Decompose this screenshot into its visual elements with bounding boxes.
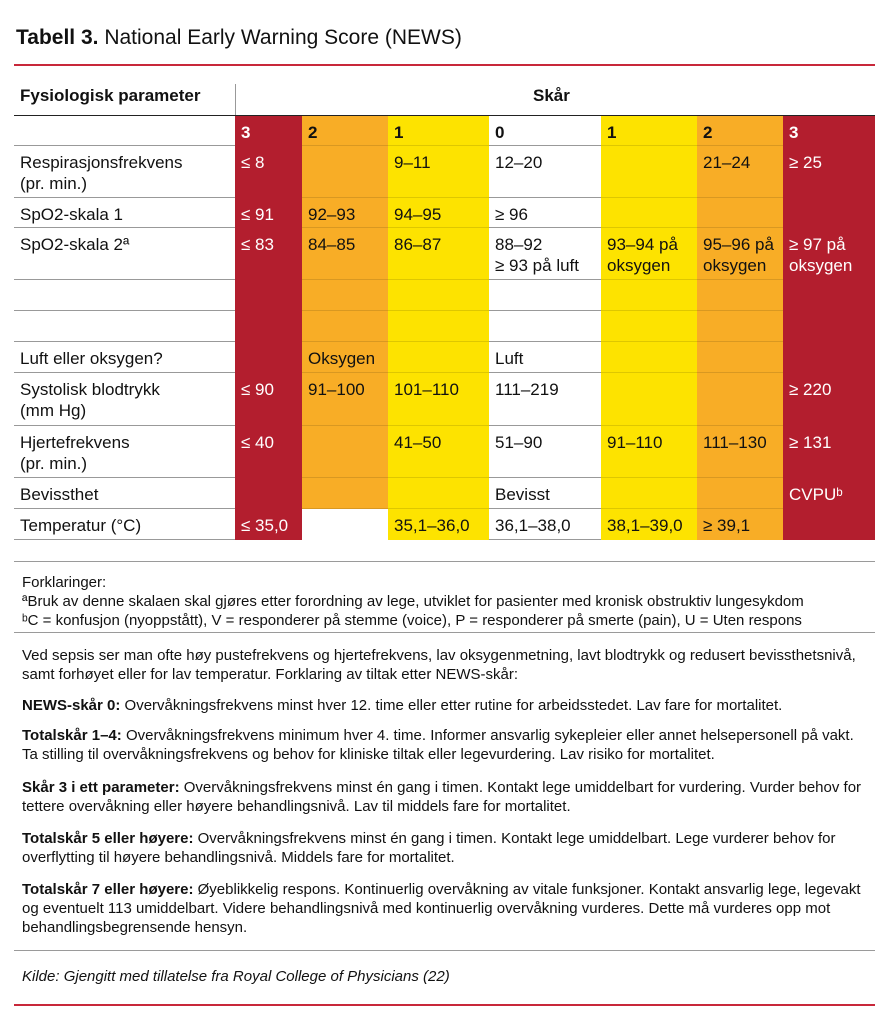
cell-separator xyxy=(302,145,388,146)
score-cell: ≤ 90 xyxy=(241,380,274,399)
score-cell: 95–96 på oksygen xyxy=(703,235,774,275)
row-separator xyxy=(14,372,235,373)
cell-separator xyxy=(388,197,489,198)
cell-separator xyxy=(601,508,697,509)
action-text: Overvåkningsfrekvens minst én gang i timen. Kontakt lege umiddelbart for vurdering. Vurder behov for tettere overvåkning eller høyere behandlingsnivå. Lav til middels fare for mortalitet. xyxy=(22,779,862,815)
table-bottom-rule xyxy=(14,561,875,562)
cell-separator xyxy=(302,341,388,342)
score-cell: 51–90 xyxy=(495,433,543,452)
cell-separator xyxy=(388,145,489,146)
score-cell: 41–50 xyxy=(394,433,442,452)
legend-heading: Forklaringer: xyxy=(22,574,107,591)
score-cell: 88–92 ≥ 93 på luft xyxy=(495,235,579,275)
score-cell: 12–20 xyxy=(495,153,543,172)
cell-separator xyxy=(697,197,783,198)
cell-separator xyxy=(388,279,489,280)
cell-separator xyxy=(302,310,388,311)
row-separator xyxy=(489,145,601,146)
score-cell: 9–11 xyxy=(394,153,431,172)
cell-separator xyxy=(388,477,489,478)
cell-separator xyxy=(388,425,489,426)
score-cell: ≥ 39,1 xyxy=(703,516,751,535)
parameter-label: Respirasjonsfrekvens (pr. min.) xyxy=(20,153,183,193)
score-cell: Luft xyxy=(495,349,524,368)
legend-rule xyxy=(14,632,875,633)
cell-separator xyxy=(388,508,489,509)
row-separator xyxy=(14,227,235,228)
row-separator xyxy=(14,341,235,342)
cell-separator xyxy=(697,310,783,311)
score-cell: 92–93 xyxy=(308,205,356,224)
row-separator xyxy=(489,310,601,311)
parameter-label: Temperatur (°C) xyxy=(20,516,142,535)
score-header-3: 0 xyxy=(495,123,505,142)
intro-paragraph: Ved sepsis ser man ofte høy pustefrekvens og hjertefrekvens, lav oksygenmetning, lavt blodtrykk og redusert bevissthetsnivå, samt forhøyet eller for lav temperatur. Forklaring av tiltak etter NEWS-skår: xyxy=(22,647,856,683)
score-cell: Bevisst xyxy=(495,485,550,504)
cell-separator xyxy=(302,197,388,198)
parameter-label: Systolisk blodtrykk (mm Hg) xyxy=(20,380,160,420)
header-parameter: Fysiologisk parameter xyxy=(20,86,201,105)
action-label: Totalskår 5 eller høyere: xyxy=(22,830,194,847)
score-cell: Oksygen xyxy=(308,349,376,368)
cell-separator xyxy=(388,341,489,342)
score-header-5: 2 xyxy=(703,123,713,142)
row-separator xyxy=(489,279,601,280)
parameter-label: SpO2-skala 1 xyxy=(20,205,123,224)
cell-separator xyxy=(601,227,697,228)
score-cell: 93–94 på oksygen xyxy=(607,235,678,275)
action-text: Overvåkningsfrekvens minimum hver 4. time. Informer ansvarlig sykepleier eller annet helsepersonell på vakt. Ta stilling til overvåkningsfrekvens og behov for kliniske tiltak eller legevurdering. Lav risiko for mortalitet. xyxy=(22,727,854,763)
legend-note-a: ªBruk av denne skalaen skal gjøres etter forordning av lege, utviklet for pasienter med kronisk obstruktiv lungesykdom xyxy=(22,593,804,610)
cell-separator xyxy=(697,227,783,228)
row-separator xyxy=(14,145,235,146)
cell-separator xyxy=(388,372,489,373)
action-total-1-4 xyxy=(22,726,867,764)
score-header-2: 1 xyxy=(394,123,404,142)
cell-separator xyxy=(601,279,697,280)
table-caption: National Early Warning Score (NEWS) xyxy=(104,26,462,49)
score-cell: 86–87 xyxy=(394,235,442,254)
cell-separator xyxy=(601,425,697,426)
header-score: Skår xyxy=(533,86,570,105)
action-score-3 xyxy=(22,778,867,816)
cell-separator xyxy=(601,477,697,478)
row-separator xyxy=(14,197,235,198)
score-cell: ≤ 35,0 xyxy=(241,516,289,535)
score-column-0 xyxy=(235,116,302,540)
score-header-4: 1 xyxy=(607,123,617,142)
action-label: Totalskår 7 eller høyere: xyxy=(22,881,194,898)
score-cell: 94–95 xyxy=(394,205,442,224)
score-cell: ≥ 220 xyxy=(789,380,832,399)
row-separator xyxy=(14,310,235,311)
score-cell: 91–100 xyxy=(308,380,365,399)
news-table xyxy=(14,116,875,540)
table-number: Tabell 3. xyxy=(16,26,99,49)
cell-separator xyxy=(302,372,388,373)
row-separator xyxy=(489,372,601,373)
score-cell: 38,1–39,0 xyxy=(607,516,683,535)
score-cell: ≥ 96 xyxy=(495,205,528,224)
cell-separator xyxy=(302,279,388,280)
cell-separator xyxy=(388,227,489,228)
score-cell: 111–219 xyxy=(495,380,559,399)
score-cell: ≤ 83 xyxy=(241,235,274,254)
row-separator xyxy=(489,227,601,228)
row-separator xyxy=(14,477,235,478)
legend xyxy=(22,573,804,630)
score-cell: ≥ 25 xyxy=(789,153,822,172)
score-cell: 35,1–36,0 xyxy=(394,516,470,535)
action-label: NEWS-skår 0: xyxy=(22,697,121,714)
score-header-1: 2 xyxy=(308,123,318,142)
row-separator xyxy=(489,477,601,478)
cell-separator xyxy=(697,145,783,146)
action-total-5 xyxy=(22,829,867,867)
score-cell: 101–110 xyxy=(394,380,459,399)
bottom-rule xyxy=(14,1004,875,1006)
cell-separator xyxy=(601,372,697,373)
row-separator xyxy=(489,539,601,540)
cell-separator xyxy=(697,425,783,426)
row-separator xyxy=(14,279,235,280)
action-total-7 xyxy=(22,880,867,937)
cell-separator xyxy=(697,279,783,280)
score-header-0: 3 xyxy=(241,123,251,142)
parameter-label: Luft eller oksygen? xyxy=(20,349,163,368)
row-separator xyxy=(14,425,235,426)
cell-separator xyxy=(388,310,489,311)
row-separator xyxy=(489,197,601,198)
row-separator xyxy=(489,425,601,426)
header-divider xyxy=(235,84,236,116)
score-cell: 36,1–38,0 xyxy=(495,516,571,535)
row-separator xyxy=(14,539,235,540)
score-column-6 xyxy=(783,116,875,540)
score-cell: ≤ 8 xyxy=(241,153,265,172)
cell-separator xyxy=(697,341,783,342)
row-separator xyxy=(14,508,235,509)
cell-separator xyxy=(697,477,783,478)
legend-note-b: ᵇC = konfusjon (nyoppstått), V = responderer på stemme (voice), P = responderer på smerte (pain), U = Uten respons xyxy=(22,612,802,629)
score-cell: 84–85 xyxy=(308,235,356,254)
source-rule xyxy=(14,950,875,951)
cell-separator xyxy=(697,372,783,373)
score-cell: CVPUᵇ xyxy=(789,485,843,504)
row-separator xyxy=(489,341,601,342)
parameter-label: Hjertefrekvens (pr. min.) xyxy=(20,433,130,473)
cell-separator xyxy=(302,477,388,478)
score-cell: ≤ 40 xyxy=(241,433,274,452)
cell-separator xyxy=(601,145,697,146)
score-cell: ≥ 131 xyxy=(789,433,832,452)
action-label: Totalskår 1–4: xyxy=(22,727,122,744)
score-cell: ≥ 97 på oksygen xyxy=(789,235,853,275)
row-separator xyxy=(489,508,601,509)
score-cell: ≤ 91 xyxy=(241,205,274,224)
top-rule xyxy=(14,64,875,66)
cell-separator xyxy=(302,227,388,228)
cell-separator xyxy=(601,341,697,342)
cell-separator xyxy=(697,508,783,509)
cell-separator xyxy=(601,310,697,311)
action-text: Øyeblikkelig respons. Kontinuerlig overvåkning av vitale funksjoner. Kontakt ansvarlig lege, legevakt og eventuelt 113 umiddelbart. Videre behandlingsnivå med kontinuerlig overvåkning vurderes. Dette må vurderes opp mot behandlingsbegrensende hensyn. xyxy=(22,881,861,936)
action-label: Skår 3 i ett parameter: xyxy=(22,779,180,796)
parameter-label: Bevissthet xyxy=(20,485,99,504)
cell-separator xyxy=(601,197,697,198)
score-cell: 21–24 xyxy=(703,153,751,172)
score-column-1 xyxy=(302,116,388,509)
action-text: Overvåkningsfrekvens minst én gang i timen. Kontakt lege umiddelbart. Lege vurderer behov for overflytting til høyere behandlingsnivå. Middels fare for mortalitet. xyxy=(22,830,836,866)
score-cell: 111–130 xyxy=(703,433,767,452)
parameter-label: SpO2-skala 2ª xyxy=(20,235,130,254)
source-citation: Kilde: Gjengitt med tillatelse fra Royal College of Physicians (22) xyxy=(22,968,450,985)
cell-separator xyxy=(302,425,388,426)
action-text: Overvåkningsfrekvens minst hver 12. time eller etter rutine for arbeidsstedet. Lav fare for mortalitet. xyxy=(120,697,783,714)
score-cell: 91–110 xyxy=(607,433,663,452)
table-title xyxy=(16,26,462,50)
score-header-6: 3 xyxy=(789,123,799,142)
action-news-0 xyxy=(22,696,867,715)
cell-separator xyxy=(302,508,388,509)
